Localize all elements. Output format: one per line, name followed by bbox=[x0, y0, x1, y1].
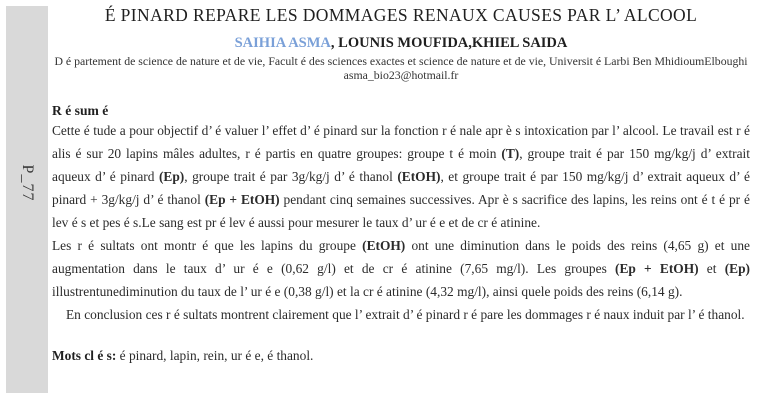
keywords-label: Mots cl é s: bbox=[52, 348, 117, 363]
abstract-heading: R é sum é bbox=[52, 103, 109, 118]
keywords-line bbox=[52, 348, 750, 364]
contact-email: asma_bio23@hotmail.fr bbox=[343, 67, 459, 82]
abstract-paragraph: Les r é sultats ont montr é que les lapins du groupe (EtOH) ont une diminution dans le poids des reins (4,65 g) et une augmentation dans le taux d’ ur é e (0,62 g/l) et de cr é atinine (7,65 mg/l). Les groupes (Ep + EtOH) et (Ep) illustrentunediminution du taux de l’ ur é e (0,38 g/l) et la cr é atinine (4,32 mg/l), ainsi quele poids des reins (6,14 g). bbox=[52, 238, 751, 299]
affiliation-block bbox=[52, 55, 750, 82]
abstract-section bbox=[52, 103, 750, 364]
keywords-text: é pinard, lapin, rein, ur é e, é thanol. bbox=[116, 348, 314, 363]
affiliation-line: D é partement de science de nature et de vie, Facult é des sciences exactes et science de nature et de vie, Universit é Larbi Ben MhidioumElboughi bbox=[54, 54, 748, 68]
side-tab-strip bbox=[6, 6, 48, 393]
author-primary: SAIHIA ASMA bbox=[234, 35, 331, 51]
paper-title: É PINARD REPARE LES DOMMAGES RENAUX CAUSES PAR L’ ALCOOL bbox=[104, 5, 698, 25]
abstract-paragraph-conclusion: En conclusion ces r é sultats montrent clairement que l’ extrait d’ é pinard r é pare les dommages r é naux induit par l’ é thanol. bbox=[66, 307, 745, 322]
abstract-paragraph: Cette é tude a pour objectif d’ é valuer l’ effet d’ é pinard sur la fonction r é nale apr è s intoxication par l’ alcool. Le travail est r é alis é sur 20 lapins mâles adultes, r é partis en quatre groupes: groupe t é moin (T), groupe trait é par 150 mg/kg/j d’ extrait aqueux d’ é pinard (Ep), groupe trait é par 3g/kg/j d’ é thanol (EtOH), et groupe trait é par 150 mg/kg/j d’ extrait aqueux d’ é pinard + 3g/kg/j d’ é thanol (Ep + EtOH) pendant cinq semaines successives. Apr è s sacrifice des lapins, les reins ont é t é pr é lev é s et pes é s.Le sang est pr é lev é aussi pour mesurer le taux d’ ur é e et de cr é atinine. bbox=[52, 123, 751, 230]
abstract-content bbox=[52, 5, 750, 364]
authors-rest: , LOUNIS MOUFIDA,KHIEL SAIDA bbox=[330, 35, 568, 51]
poster-number-label: P_77 bbox=[19, 164, 36, 202]
authors-line bbox=[52, 35, 750, 52]
